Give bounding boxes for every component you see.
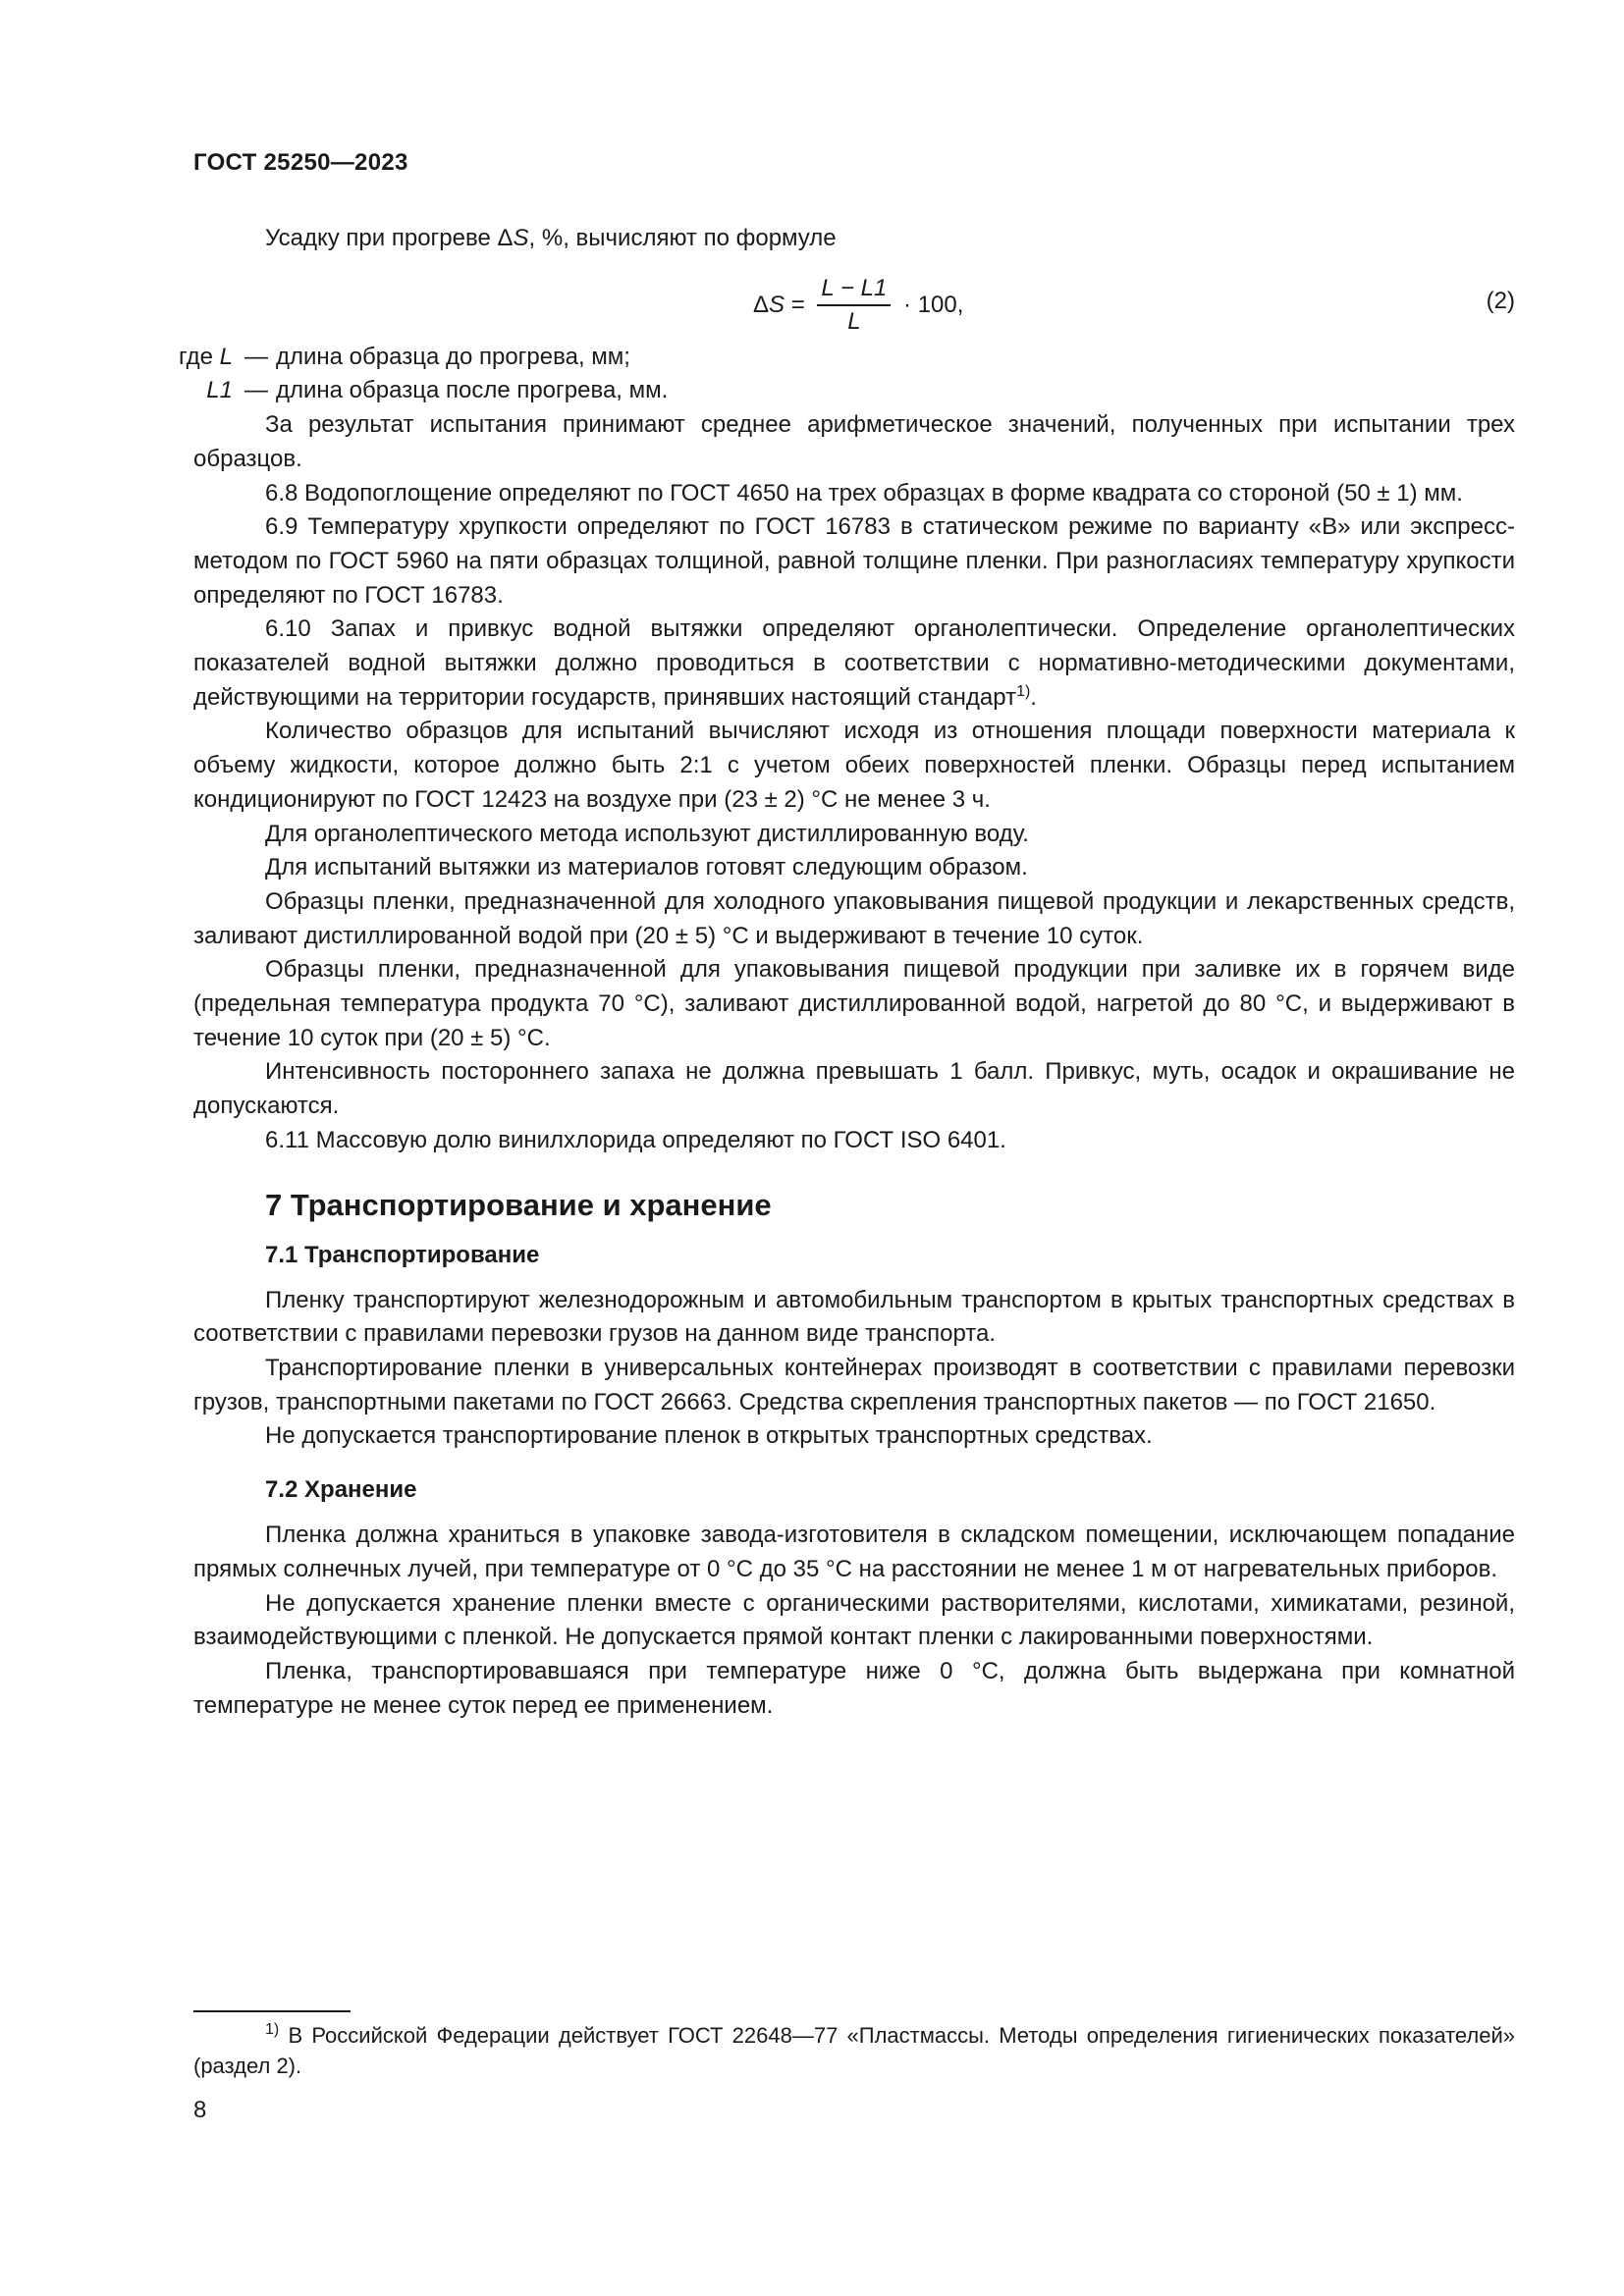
paragraph: Количество образцов для испытаний вычисляют исходя из отношения площади поверхности материала к объему жидкости, которое должно быть 2:1 с учетом обеих поверхностей пленки. Образцы перед испытанием кондиционируют по ГОСТ 12423 на воздухе при (23 ± 2) °С не менее 3 ч. (193, 718, 1515, 813)
footnote: $^{1)}$ В Российской Федерации действует ГОСТ 22648—77 «Пластмассы. Методы определения гигиенических показателей» (раздел 2). (193, 2021, 1515, 2078)
formula-fraction (817, 274, 891, 337)
paragraph: Не допускается транспортирование пленок в открытых транспортных средствах. (265, 1422, 1153, 1450)
paragraph: Образцы пленки, предназначенной для упаковывания пищевой продукции при заливке их в горячем виде (предельная температура продукта 70 °С), заливают дистиллированной водой, нагретой до 80 °С, и выдерживают в течение 10 суток при (20 ± 5) °С. (193, 956, 1515, 1051)
paragraph: Пленка, транспортировавшаяся при температуре ниже 0 °С, должна быть выдержана при комнатной температуре не менее суток перед ее применением. (193, 1657, 1515, 1719)
paragraph: Интенсивность постороннего запаха не должна превышать 1 балл. Привкус, муть, осадок и окрашивание не допускаются. (193, 1058, 1515, 1120)
paragraph: Пленку транспортируют железнодорожным и автомобильным транспортом в крытых транспортных средствах в соответствии с правилами перевозки грузов на данном виде транспорта. (193, 1286, 1515, 1348)
footnote-separator (193, 2010, 351, 2012)
clause-6-10: 6.10 Запах и привкус водной вытяжки определяют органолептически. Определение органолептических показателей водной вытяжки должно проводиться в соответствии с нормативно-методическими документами, действующими на территории государств, принявших настоящий стандарт$^{1)}$. (193, 615, 1515, 711)
paragraph: За результат испытания принимают среднее арифметическое значений, полученных при испытании трех образцов. (193, 411, 1515, 472)
paragraph: Образцы пленки, предназначенной для холодного упаковывания пищевой продукции и лекарственных средств, заливают дистиллированной водой при (20 ± 5) °С и выдерживают в течение 10 суток. (193, 887, 1515, 949)
paragraph: Транспортирование пленки в универсальных контейнерах производят в соответствии с правилами перевозки грузов, транспортными пакетами по ГОСТ 26663. Средства скрепления транспортных пакетов — по ГОСТ 21650. (193, 1354, 1515, 1415)
clause-6-11: 6.11 Массовую долю винилхлорида определяют по ГОСТ ISO 6401. (265, 1126, 1006, 1153)
paragraph: Пленка должна храниться в упаковке завода-изготовителя в складском помещении, исключающем попадание прямых солнечных лучей, при температуре от 0 °С до 35 °С на расстоянии не менее 1 м от нагревательных приборов. (193, 1522, 1515, 1582)
footnote-mark: 1) (265, 2021, 280, 2038)
formula-2 (193, 256, 1515, 341)
subsection-7-2-heading: 7.2 Хранение (265, 1476, 417, 1504)
paragraph: Не допускается хранение пленки вместе с органическими растворителями, кислотами, химикатами, резиной, взаимодействующими с пленкой. Не допускается прямой контакт пленки с лакированными поверхностями. (193, 1589, 1515, 1651)
clause-6-8: 6.8 Водопоглощение определяют по ГОСТ 4650 на трех образцах в форме квадрата со стороной (50 ± 1) мм. (265, 479, 1463, 507)
page-number: 8 (193, 2097, 207, 2123)
equation-number: (2) (1486, 287, 1515, 314)
formula-intro: Усадку при прогреве ΔS, %, вычисляют по формуле (265, 225, 837, 251)
clause-6-9: 6.9 Температуру хрупкости определяют по ГОСТ 16783 в статическом режиме по варианту «В» или экспресс-методом по ГОСТ 5960 на пяти образцах толщиной, равной толщине пленки. При разногласиях температуру хрупкости определяют по ГОСТ 16783. (193, 513, 1515, 609)
formula-expression: Δ S = $\frac{L - L1}{L}$ · 100, (753, 274, 964, 335)
paragraph: Для испытаний вытяжки из материалов готовят следующим образом. (265, 854, 1028, 881)
where-line-1: где L — длина образца до прогрева, мм; (178, 343, 630, 370)
subsection-7-1-heading: 7.1 Транспортирование (265, 1241, 540, 1268)
section-7-heading: 7 Транспортирование и хранение (265, 1187, 772, 1222)
fraction-numerator: L − L1 (817, 274, 891, 306)
paragraph: Для органолептического метода используют дистиллированную воду. (265, 820, 1029, 847)
fraction-denominator: L (847, 307, 861, 335)
standard-header: ГОСТ 25250—2023 (193, 149, 408, 176)
where-line-2: L1 — длина образца после прогрева, мм. (206, 377, 669, 404)
page-body (178, 222, 1515, 1723)
footnote-ref: 1) (1016, 682, 1031, 700)
